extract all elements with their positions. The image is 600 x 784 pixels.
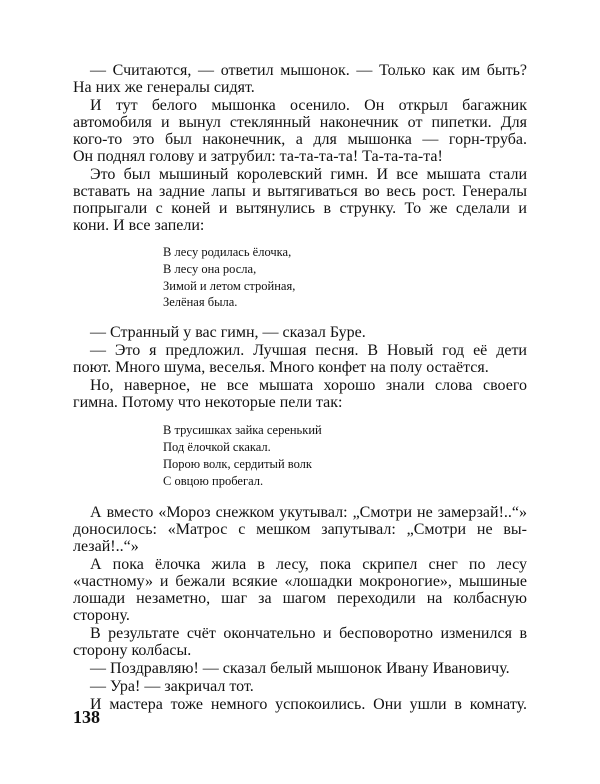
- verse-line: Порою волк, сердитый волк: [163, 456, 312, 471]
- text-line: сторону колбасы.: [73, 642, 192, 660]
- text-line: лезай!..“»: [73, 538, 139, 556]
- page-number: 138: [73, 707, 100, 727]
- text-line: И тут белого мышонка осенило. Он открыл багажник: [90, 97, 527, 114]
- paragraph: [73, 660, 527, 677]
- paragraph: [73, 97, 527, 165]
- text-line: — Ура! — закричал тот.: [90, 678, 254, 696]
- verse-line: Зимой и летом стройная,: [163, 278, 296, 293]
- text-line: А вместо «Мороз снежком укутывал: „Смотри не замерзай!..“»: [90, 504, 527, 522]
- text-line: — Поздравляю! — сказал белый мышонок Ивану Ивановичу.: [90, 660, 510, 678]
- paragraph: [73, 166, 527, 234]
- verse-block: [163, 244, 527, 311]
- text-line: — Считаются, — ответил мышонок. — Только как им быть?: [90, 62, 527, 79]
- text-line: Это был мышиный королевский гимн. И все мышата стали: [90, 166, 527, 183]
- text-line: «частному» и бежали всякие «лошадки мокроногие», мышиные: [73, 573, 527, 591]
- paragraph: [73, 342, 527, 376]
- text-line: Но, наверное, не все мышата хорошо знали слова своего: [90, 377, 527, 395]
- text-line: На них же генералы сидят.: [73, 79, 255, 96]
- paragraph: [73, 324, 527, 341]
- text-line: — Странный у вас гимн, — сказал Буре.: [90, 324, 366, 342]
- text-line: доносилось: «Матрос с мешком запутывал: „Смотри не вы-: [73, 521, 527, 539]
- text-line: лошади незаметно, шаг за шагом переходили на колбасную: [73, 590, 527, 608]
- verse-line: Зелёная была.: [163, 295, 238, 310]
- paragraph: [73, 678, 527, 695]
- verse-line: В трусишках зайка серенький: [163, 423, 322, 438]
- text-line: автомобиля и вынул стеклянный наконечник от пипетки. Для: [73, 114, 527, 131]
- text-line: вставать на задние лапы и вытягиваться во весь рост. Генералы: [73, 183, 527, 200]
- verse-line: Под ёлочкой скакал.: [163, 439, 271, 454]
- text-line: Он поднял голову и затрубил: та-та-та-та! Та-та-та-та!: [73, 148, 443, 165]
- paragraph: [73, 504, 527, 555]
- text-line: гимна. Потому что некоторые пели так:: [73, 394, 343, 412]
- text-line: В результате счёт окончательно и бесповоротно изменился в: [90, 625, 527, 643]
- text-line: кого-то это был наконечник, а для мышонка — горн-труба.: [73, 131, 527, 148]
- text-line: А пока ёлочка жила в лесу, пока скрипел снег по лесу: [90, 556, 527, 574]
- text-line: — Это я предложил. Лучшая песня. В Новый год её дети: [90, 342, 527, 360]
- text-line: поют. Много шума, веселья. Много конфет на полу остаётся.: [73, 359, 489, 377]
- verse-line: В лесу она росла,: [163, 261, 257, 276]
- paragraph: [73, 625, 527, 659]
- verse-block: [163, 422, 527, 489]
- page-body: [73, 61, 527, 713]
- text-line: И мастера тоже немного успокоились. Они ушли в комнату.: [90, 696, 527, 714]
- text-line: сторону.: [73, 607, 130, 625]
- paragraph: [73, 556, 527, 624]
- text-line: кони. И все запели:: [73, 217, 205, 234]
- paragraph: [73, 62, 527, 96]
- text-line: попрыгали с коней и вытянулись в струнку. То же сделали и: [73, 200, 527, 217]
- paragraph: [73, 377, 527, 411]
- verse-line: С овцою пробегал.: [163, 473, 264, 488]
- verse-line: В лесу родилась ёлочка,: [163, 245, 292, 259]
- paragraph: [73, 696, 527, 713]
